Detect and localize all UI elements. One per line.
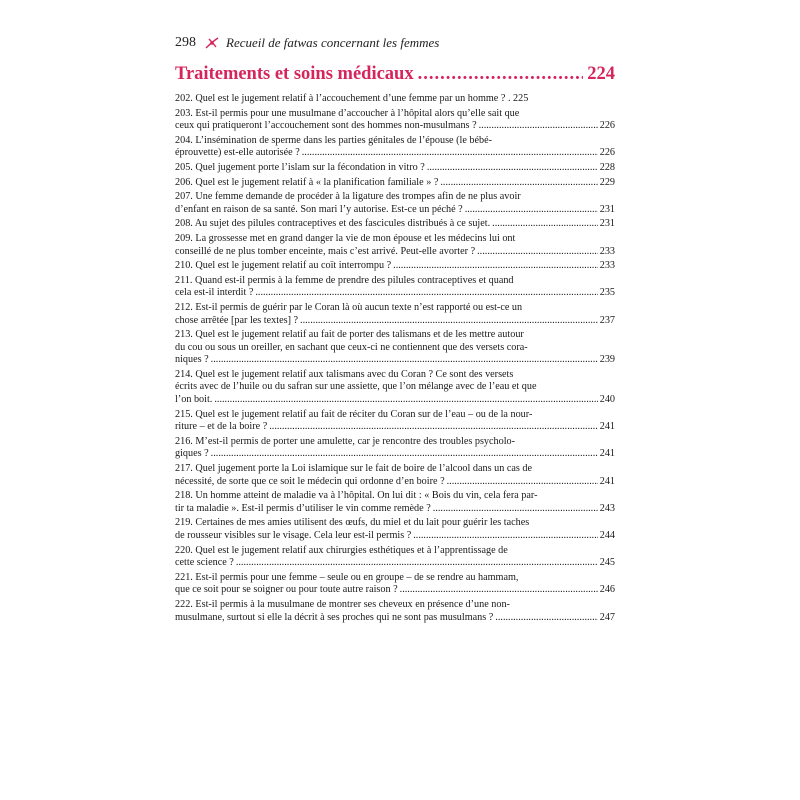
toc-entry-line [175, 490, 615, 503]
toc-entry-text: 208. Au sujet des pilules contraceptives et des fascicules distribués à ce sujet. [175, 218, 491, 230]
toc-entry-line [175, 503, 615, 516]
toc-entry-text: 210. Quel est le jugement relatif au coït interrompu ? [175, 260, 392, 272]
toc-entry-page: 244 [599, 530, 615, 541]
toc-entry-text: 220. Quel est le jugement relatif aux chirurgies esthétiques et à l’apprentissage de [175, 544, 508, 556]
toc-entry-line [175, 545, 615, 558]
toc-entry [175, 463, 615, 488]
toc-entry-line [175, 108, 615, 121]
toc-entry [175, 545, 615, 570]
toc-entry-line [175, 177, 615, 190]
leader-dots [413, 530, 597, 543]
toc-entry-line [175, 436, 615, 449]
toc-entry [175, 517, 615, 542]
toc-entry-line [175, 409, 615, 422]
toc-entry-line [175, 584, 615, 597]
toc-entry-text: 215. Quel est le jugement relatif au fait de réciter du Coran sur de l’eau – ou de la nour- [175, 408, 533, 420]
leader-dots [400, 584, 598, 597]
toc-entry-text: que ce soit pour se soigner ou pour toute autre raison ? [175, 584, 398, 596]
toc-entry [175, 409, 615, 434]
toc-entry-line [175, 612, 615, 625]
toc-entry-text: 206. Quel est le jugement relatif à « la planification familiale » ? [175, 176, 439, 188]
toc-entry [175, 93, 615, 106]
toc-entry-text: 204. L’insémination de sperme dans les parties génitales de l’épouse (le bébé- [175, 134, 493, 146]
toc-entry-line [175, 93, 615, 106]
toc-entry-text: écrits avec de l’huile ou du safran sur une assiette, que l’on mélange avec de l’eau et que [175, 381, 537, 393]
toc-entry-line [175, 315, 615, 328]
toc-entry-text: cette science ? [175, 557, 234, 569]
toc-entry-page: 247 [599, 611, 615, 623]
toc-entry-text: éprouvette) est-elle autorisée ? [175, 147, 300, 159]
leader-dots [447, 476, 598, 489]
toc-entry-page: 241 [599, 448, 615, 460]
toc-entry [175, 218, 615, 231]
leader-dots [492, 218, 598, 231]
toc-entry-page: 228 [599, 161, 615, 173]
page-number: 298 [175, 35, 196, 50]
toc-entry-line [175, 275, 615, 288]
toc-entry-text: tir ta maladie ». Est-il permis d’utiliser le vin comme remède ? [175, 502, 431, 514]
toc-entry-page: 229 [599, 176, 615, 188]
toc-entry-line [175, 448, 615, 461]
toc-entry-text: 213. Quel est le jugement relatif au fait de porter des talismans et de les mettre autour [175, 329, 524, 341]
toc-entry [175, 260, 615, 273]
toc-entry-page: 241 [599, 421, 615, 433]
toc-entry-text: 212. Est-il permis de guérir par le Coran là où aucun texte n’est rapporté ou est-ce un [175, 301, 523, 313]
toc-entry-line [175, 557, 615, 570]
toc-entry-text: niques ? [175, 354, 209, 366]
toc-entry-page: 245 [599, 557, 615, 569]
toc-entry-page: 240 [599, 394, 615, 406]
toc-entry-line [175, 260, 615, 273]
toc-entry-line [175, 204, 615, 217]
toc-entry-text: l’on boit. [175, 394, 213, 406]
toc-entry-text: 216. M’est-il permis de porter une amulette, car je rencontre des troubles psycholo- [175, 435, 516, 447]
leader-dots [236, 557, 598, 570]
toc-entry-line [175, 342, 615, 355]
running-title: Recueil de fatwas concernant les femmes [226, 35, 440, 50]
toc-entry-text: 207. Une femme demande de procéder à la ligature des trompes afin de ne plus avoir [175, 191, 521, 203]
toc-entry-text: 211. Quand est-il permis à la femme de prendre des pilules contraceptives et quand [175, 274, 514, 286]
toc-entry-line [175, 246, 615, 259]
toc-entry-page: 226 [599, 120, 615, 132]
toc-entry-text: nécessité, de sorte que ce soit le médecin qui ordonne d’en boire ? [175, 475, 445, 487]
toc-entry [175, 302, 615, 327]
toc-entry-line [175, 463, 615, 476]
toc-entry-line [175, 476, 615, 489]
toc-entry-line [175, 599, 615, 612]
toc-entry [175, 191, 615, 216]
toc-entry-page: 231 [599, 218, 615, 230]
toc-entry-text: 205. Quel jugement porte l’islam sur la fécondation in vitro ? [175, 161, 425, 173]
toc-entry [175, 490, 615, 515]
toc-entry-text: de rousseur visibles sur le visage. Cela leur est-il permis ? [175, 530, 412, 541]
toc-entry [175, 162, 615, 175]
toc-entry [175, 572, 615, 597]
toc-entry-page: 233 [599, 245, 615, 257]
toc-entry-text: d’enfant en raison de sa santé. Son mari l’y autorise. Est-ce un péché ? [175, 203, 463, 215]
toc-entry-line [175, 369, 615, 382]
page-header [175, 34, 615, 52]
leader-dots [269, 421, 598, 434]
leader-dots [393, 260, 598, 273]
toc-entry-page: 226 [599, 147, 615, 159]
leader-dots [495, 612, 597, 625]
leader-dots [302, 147, 598, 160]
leader-dots [477, 246, 598, 259]
toc-entry-text: musulmane, surtout si elle la décrit à ses proches qui ne sont pas musulmans ? [175, 611, 494, 623]
toc-entry-text: 217. Quel jugement porte la Loi islamique sur le fait de boire de l’alcool dans un cas de [175, 463, 533, 475]
toc-entry [175, 436, 615, 461]
toc-entry-text: chose arrêtée [par les textes] ? [175, 314, 299, 326]
toc-entry-page: 235 [599, 287, 615, 299]
toc-entry-page: 243 [599, 502, 615, 514]
toc-entry [175, 275, 615, 300]
toc-entry [175, 108, 615, 133]
toc-entry-page: 246 [599, 584, 615, 596]
toc-entry-line [175, 530, 615, 543]
toc-entry-line [175, 421, 615, 434]
toc-entry-line [175, 572, 615, 585]
toc-entry-line [175, 233, 615, 246]
toc-entry-text: giques ? [175, 448, 209, 460]
leader-dots [300, 315, 598, 328]
toc-entry-text: ceux qui pratiqueront l’accouchement sont des hommes non-musulmans ? [175, 120, 477, 132]
toc-entry-line [175, 517, 615, 530]
toc-entry-line [175, 218, 615, 231]
toc-entry-text: 209. La grossesse met en grand danger la vie de mon épouse et les médecins lui ont [175, 232, 516, 244]
toc-entry-page: 239 [599, 354, 615, 366]
section-page: 224 [587, 64, 615, 84]
leader-dots [433, 503, 598, 516]
toc-entry-page: 237 [599, 314, 615, 326]
section-title: Traitements et soins médicaux [175, 64, 414, 84]
toc-entry [175, 233, 615, 258]
leader-dots [440, 177, 597, 190]
flower-ornament-icon [204, 36, 220, 50]
toc-entry-line [175, 329, 615, 342]
toc-entry-text: 218. Un homme atteint de maladie va à l’hôpital. On lui dit : « Bois du vin, cela fera par- [175, 490, 538, 502]
section-heading [175, 64, 615, 85]
toc-entry-line [175, 191, 615, 204]
toc-entry-page: 241 [599, 475, 615, 487]
toc-entry-text: du cou ou sous un oreiller, en sachant que ceux-ci ne contiennent que des versets cora- [175, 341, 528, 353]
toc-entry-text: 221. Est-il permis pour une femme – seule ou en groupe – de se rendre au hammam, [175, 571, 519, 583]
toc-entry-text: 202. Quel est le jugement relatif à l’accouchement d’une femme par un homme ? . 225 [175, 93, 529, 104]
leader-dots [418, 64, 584, 85]
toc-entry-text: cela est-il interdit ? [175, 287, 254, 299]
toc-entry-line [175, 354, 615, 367]
toc-entries [175, 93, 615, 626]
toc-entry [175, 369, 615, 407]
toc-entry-text: 222. Est-il permis à la musulmane de montrer ses cheveux en présence d’une non- [175, 598, 510, 610]
toc-entry [175, 329, 615, 367]
toc-entry-line [175, 120, 615, 133]
toc-entry-line [175, 302, 615, 315]
toc-entry-line [175, 135, 615, 148]
toc-entry-text: riture – et de la boire ? [175, 421, 268, 433]
toc-entry-line [175, 147, 615, 160]
toc-entry-text: 219. Certaines de mes amies utilisent des œufs, du miel et du lait pour guérir les taches [175, 517, 530, 529]
toc-entry-text: conseillé de ne plus tomber enceinte, mais c’est arrivé. Peut-elle avorter ? [175, 245, 476, 257]
toc-entry-line [175, 381, 615, 394]
toc-entry [175, 177, 615, 190]
leader-dots [211, 354, 598, 367]
leader-dots [479, 120, 598, 133]
toc-entry-text: 203. Est-il permis pour une musulmane d’accoucher à l’hôpital alors qu’elle sait que [175, 107, 520, 119]
leader-dots [255, 287, 597, 300]
toc-entry [175, 135, 615, 160]
toc-entry-line [175, 287, 615, 300]
leader-dots [211, 448, 598, 461]
toc-entry-text: 214. Quel est le jugement relatif aux talismans avec du Coran ? Ce sont des versets [175, 368, 514, 380]
toc-entry-page: 233 [599, 260, 615, 272]
toc-entry [175, 599, 615, 624]
toc-entry-line [175, 394, 615, 407]
leader-dots [214, 394, 597, 407]
leader-dots [427, 162, 598, 175]
leader-dots [465, 204, 598, 217]
toc-entry-line [175, 162, 615, 175]
toc-entry-page: 231 [599, 203, 615, 215]
